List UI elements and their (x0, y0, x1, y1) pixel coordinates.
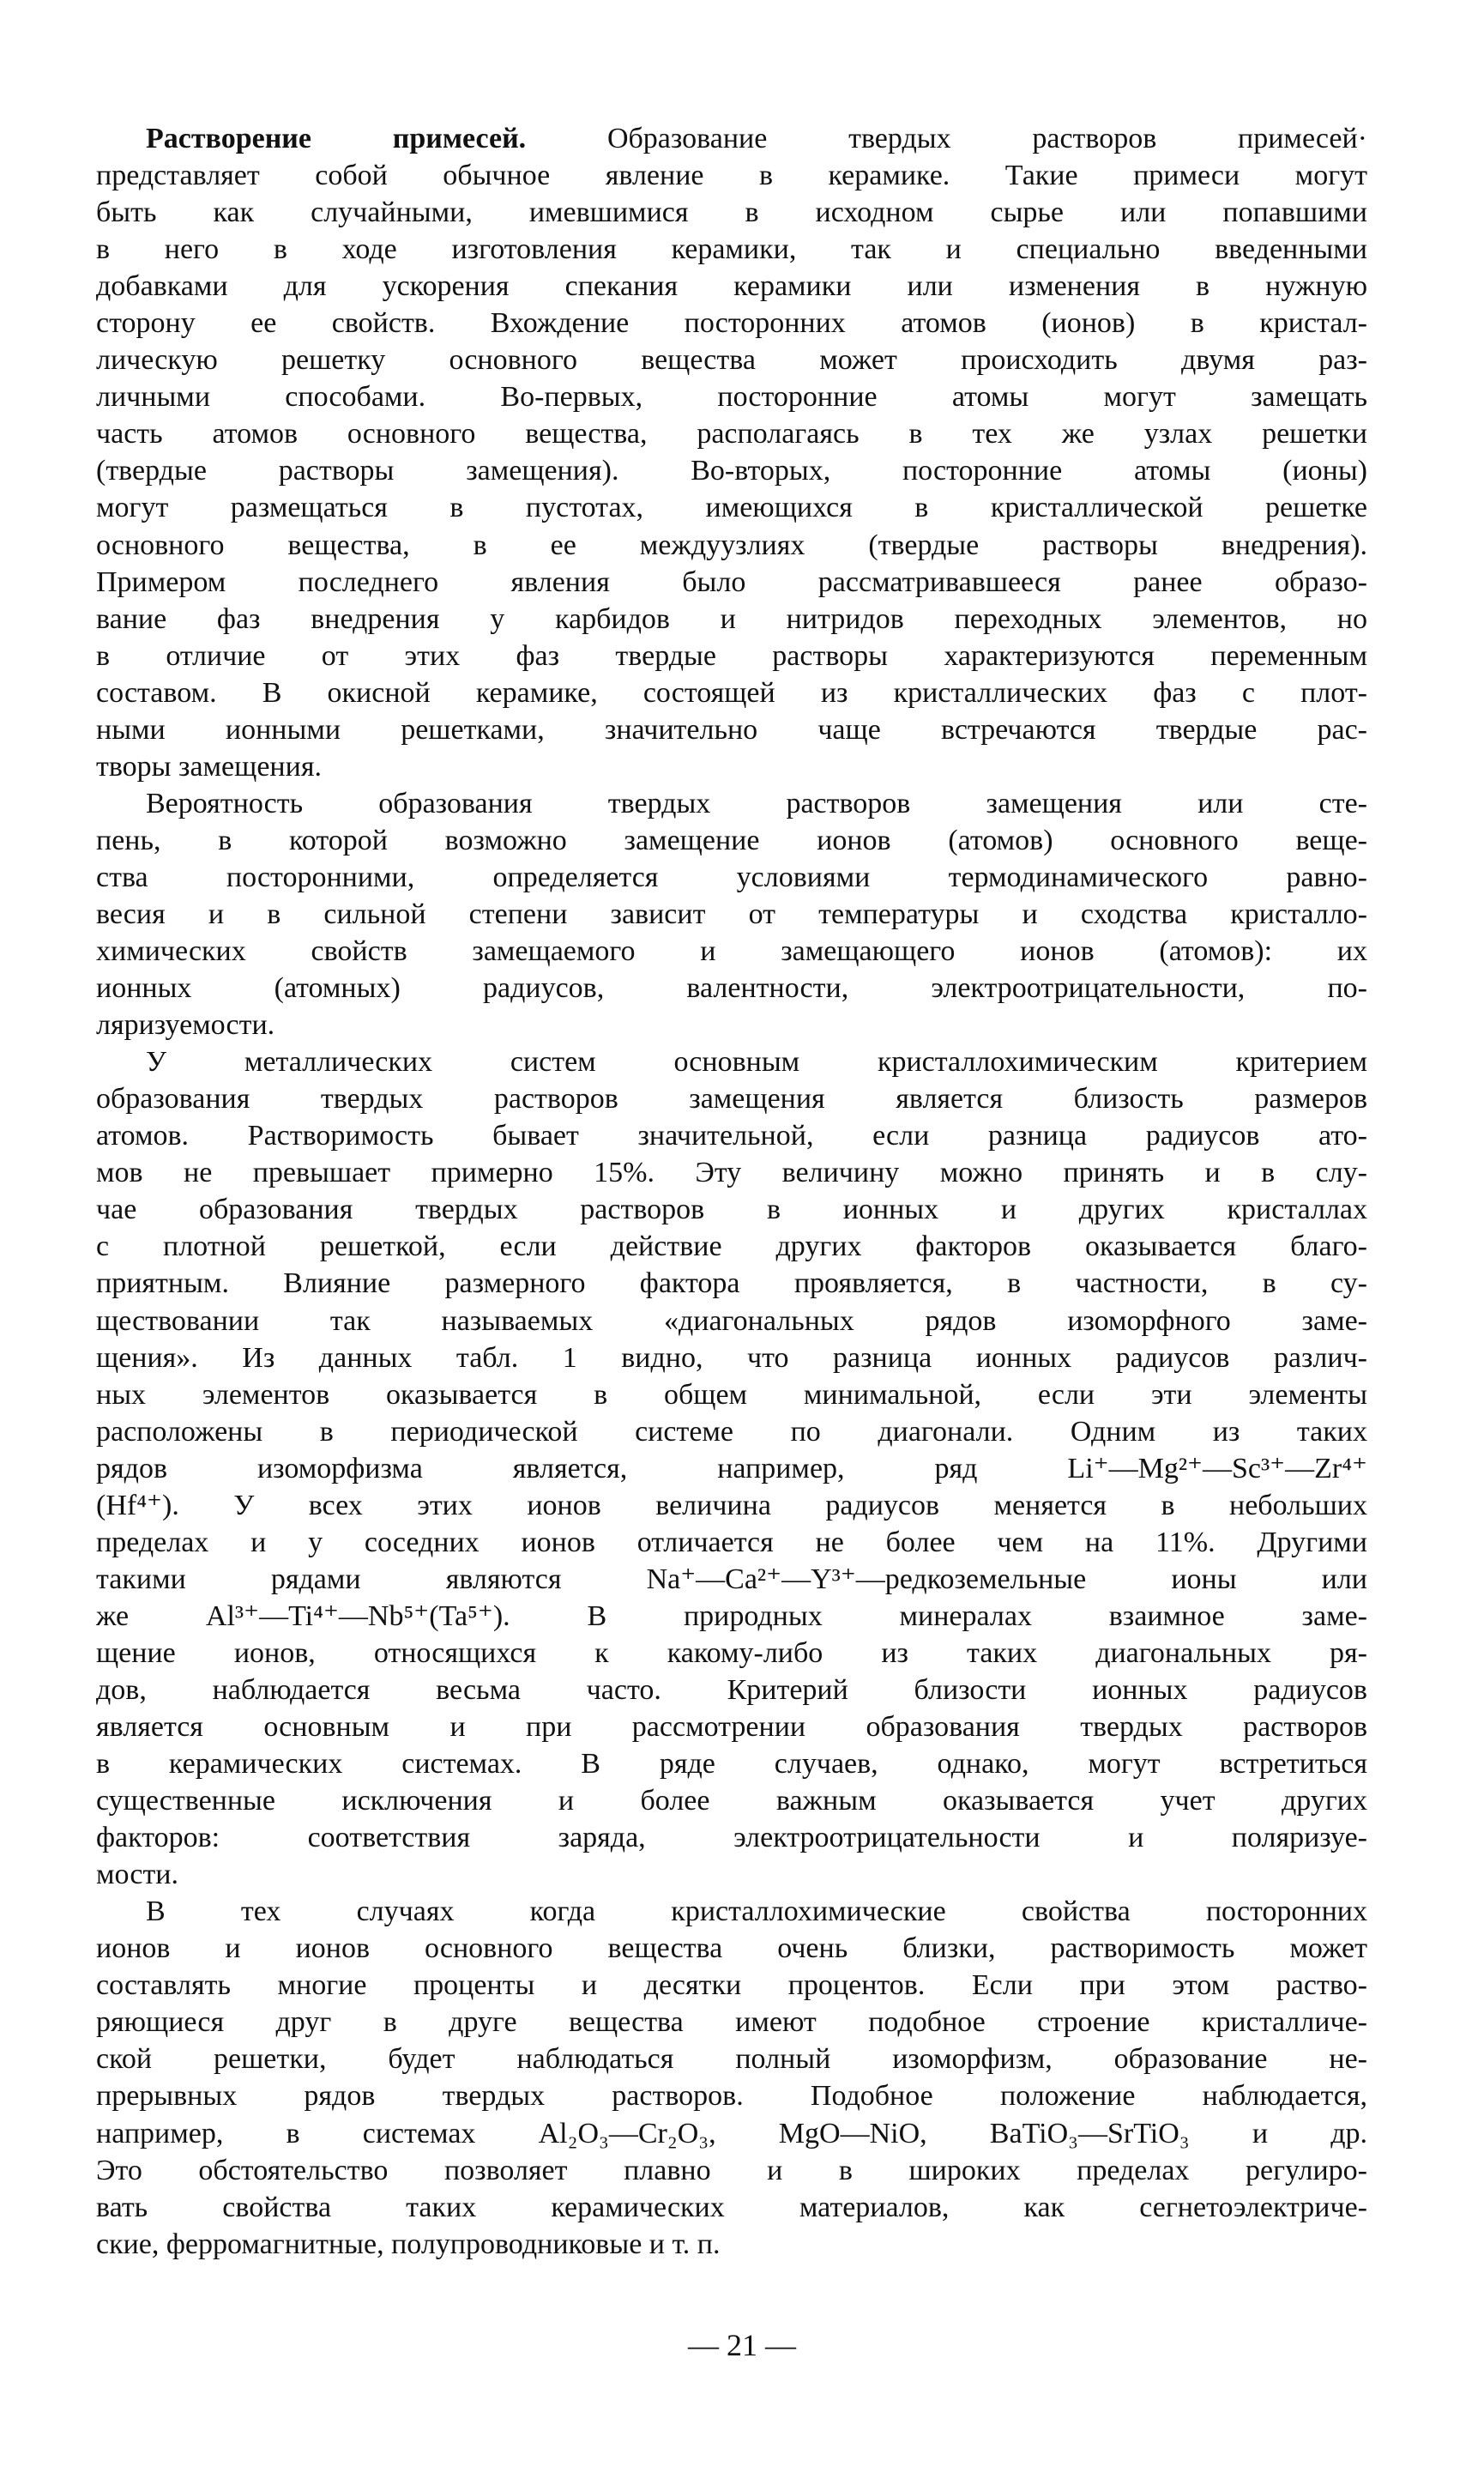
text-line: образования твердых растворов замещения является близость размеров (96, 1083, 1367, 1116)
text-line: могут размещаться в пустотах, имеющихся в кристаллической решетке (96, 492, 1367, 524)
text-line: составом. В окисной керамике, состоящей из кристаллических фаз с плот- (96, 676, 1367, 709)
text-line (96, 120, 1367, 157)
text-line: прерывных рядов твердых растворов. Подобное положение наблюдается, (96, 2080, 1367, 2113)
text-line: химических свойств замещаемого и замещающего ионов (атомов): их (96, 935, 1367, 968)
text-line: факторов: соответствия заряда, электроотрицательности и поляризуе- (96, 1822, 1367, 1854)
text-line: У металлических систем основным кристаллохимическим критерием (146, 1046, 1367, 1079)
text-line: ские, ферромагнитные, полупроводниковые и т. п. (96, 2228, 721, 2260)
text-line: мости. (96, 1859, 179, 1891)
text-line: быть как случайными, имевшимися в исходном сырье или попавшими (96, 197, 1367, 229)
text-line: основного вещества, в ее междуузлиях (твердые растворы внедрения). (96, 529, 1367, 561)
paragraph (96, 1893, 1367, 2262)
text-line: в керамических системах. В ряде случаев, однако, могут встретиться (96, 1748, 1367, 1781)
text-line: щение ионов, относящихся к какому-либо из таких диагональных ря- (96, 1636, 1367, 1669)
text-line: В тех случаях когда кристаллохимические свойства посторонних (146, 1895, 1367, 1928)
paragraph (96, 120, 1367, 785)
text-line: добавками для ускорения спекания керамики или изменения в нужную (96, 270, 1367, 303)
text-line: Примером последнего явления было рассматривавшееся ранее образо- (96, 565, 1367, 598)
text-line: сторону ее свойств. Вхождение посторонних атомов (ионов) в кристал- (96, 307, 1367, 340)
text-line: является основным и при рассмотрении образования твердых растворов (96, 1711, 1367, 1744)
text-line-content: Образование твердых растворов примесей· (526, 123, 1367, 154)
text-line: существенные исключения и более важным оказывается учет других (96, 1785, 1367, 1817)
text-line: часть атомов основного вещества, располагаясь в тех же узлах решетки (96, 418, 1367, 450)
text-line: весия и в сильной степени зависит от температуры и сходства кристалло- (96, 898, 1367, 930)
text-line: Вероятность образования твердых растворов замещения или сте- (146, 787, 1367, 819)
text-line: с плотной решеткой, если действие других факторов оказывается благо- (96, 1230, 1367, 1263)
text-line: в него в ходе изготовления керамики, так и специально введенными (96, 233, 1367, 266)
text-line: ных элементов оказывается в общем минимальной, если эти элементы (96, 1378, 1367, 1411)
section-heading: Растворение примесей. (146, 123, 527, 154)
page-number: — 21 — (688, 2328, 796, 2362)
text-line: чае образования твердых растворов в ионных и других кристаллах (96, 1194, 1367, 1226)
text-line: такими рядами являются Na⁺—Ca²⁺—Y³⁺—редкоземельные ионы или (96, 1563, 1367, 1595)
text-line: ляризуемости. (96, 1009, 275, 1042)
paragraph (96, 785, 1367, 1043)
page-body (96, 120, 1367, 2263)
text-line: ионов и ионов основного вещества очень близки, растворимость может (96, 1932, 1367, 1965)
text-line: ществовании так называемых «диагональных рядов изоморфного заме- (96, 1304, 1367, 1337)
text-line: ряющиеся друг в друге вещества имеют подобное строение кристалличе- (96, 2006, 1367, 2039)
text-line: (Hf⁴⁺). У всех этих ионов величина радиусов меняется в небольших (96, 1489, 1367, 1521)
paragraph (96, 1043, 1367, 1893)
text-line: дов, наблюдается весьма часто. Критерий близости ионных радиусов (96, 1673, 1367, 1706)
text-line: ными ионными решетками, значительно чаще встречаются твердые рас- (96, 713, 1367, 746)
text-line: расположены в периодической системе по диагонали. Одним из таких (96, 1415, 1367, 1448)
text-line: же Al³⁺—Ti⁴⁺—Nb⁵⁺(Ta⁵⁺). В природных минералах взаимное заме- (96, 1599, 1367, 1632)
text-line: вать свойства таких керамических материалов, как сегнетоэлектриче- (96, 2191, 1367, 2223)
text-line: Это обстоятельство позволяет плавно и в широких пределах регулиро- (96, 2154, 1367, 2186)
text-line: приятным. Влияние размерного фактора проявляется, в частности, в су- (96, 1267, 1367, 1300)
text-line: например, в системах Al₂O₃—Cr₂O₃, MgO—NiO, BaTiO₃—SrTiO₃ и др. (96, 2117, 1367, 2149)
text-line: личными способами. Во-первых, посторонние атомы могут замещать (96, 381, 1367, 414)
text-line: ской решетки, будет наблюдаться полный изоморфизм, образование не- (96, 2043, 1367, 2076)
text-line: пень, в которой возможно замещение ионов (атомов) основного веще- (96, 824, 1367, 856)
text-line: в отличие от этих фаз твердые растворы характеризуются переменным (96, 639, 1367, 672)
text-line: представляет собой обычное явление в керамике. Такие примеси могут (96, 160, 1367, 192)
text-line: щения». Из данных табл. 1 видно, что разница ионных радиусов различ- (96, 1341, 1367, 1374)
text-line: пределах и у соседних ионов отличается не более чем на 11%. Другими (96, 1526, 1367, 1558)
text-line: творы замещения. (96, 750, 322, 783)
text-line: вание фаз внедрения у карбидов и нитридов переходных элементов, но (96, 602, 1367, 635)
text-line: составлять многие проценты и десятки процентов. Если при этом раство- (96, 1969, 1367, 2002)
text-line: (твердые растворы замещения). Во-вторых, посторонние атомы (ионы) (96, 455, 1367, 487)
text-line: рядов изоморфизма является, например, ряд Li⁺—Mg²⁺—Sc³⁺—Zr⁴⁺ (96, 1452, 1367, 1484)
text-line: ионных (атомных) радиусов, валентности, электроотрицательности, по- (96, 972, 1367, 1005)
text-line: мов не превышает примерно 15%. Эту величину можно принять и в слу- (96, 1157, 1367, 1189)
text-line: атомов. Растворимость бывает значительной, если разница радиусов ато- (96, 1120, 1367, 1152)
text-line: лическую решетку основного вещества может происходить двумя раз- (96, 344, 1367, 377)
text-line: ства посторонними, определяется условиями термодинамического равно- (96, 861, 1367, 893)
